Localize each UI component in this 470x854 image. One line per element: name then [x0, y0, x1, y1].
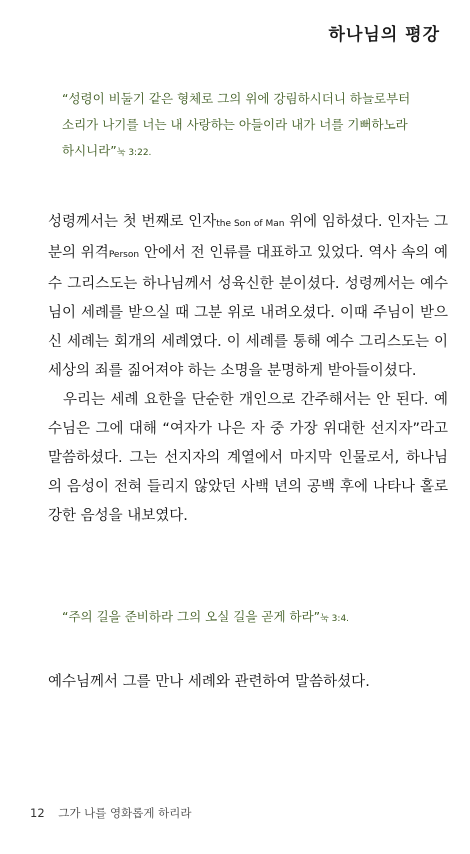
page-footer: [30, 805, 191, 821]
body-paragraph: [48, 208, 448, 386]
quote-line: 소리가 나기를 너는 내 사랑하는 아들이라 내가 너를 기뻐하노라: [62, 117, 408, 132]
scripture-quote-luke-3-22: [62, 86, 442, 166]
english-gloss: Person: [108, 250, 140, 260]
body-paragraphs-2: [48, 668, 448, 697]
running-head: 하나님의 평강: [328, 25, 440, 45]
paragraph-text: 역사 속의 예수 그리스도는 하나님께서 성육신한 분이셨다. 성령께서는 예수님이 세례를 받으실 때 그분 위로 내려오셨다. 이때 주님이 받으신 세례는 회개의 세례였다. 이 세례를 통해 예수 그리스도는 이 세상의 죄를 짊어져야 하는 소명을 분명하게 받아들이셨다.: [48, 245, 449, 379]
page-number: 12: [30, 806, 45, 820]
body-paragraphs: [48, 208, 448, 531]
paragraph-text: 안에서 전 인류를 대표하고 있었다.: [139, 245, 364, 261]
quote-line: [62, 138, 442, 166]
body-paragraph: 우리는 세례 요한을 단순한 개인으로 간주해서는 안 된다. 예수님은 그에 대해 “여자가 나은 자 중 가장 위대한 선지자”라고 말씀하셨다. 그는 선지자의 계열에서 마지막 인물로서, 하나님의 음성이 전혀 들리지 않았던 사백 년의 공백 후에 나타나 홀로 강한 음성을 내보였다.: [48, 392, 448, 524]
english-gloss: the Son of Man: [216, 219, 285, 229]
paragraph-text: 자는 그분의 위격: [48, 214, 448, 261]
quote-line: “성령이 비둘기 같은 형체로 그의 위에 강림하시더니 하늘로부터: [62, 91, 411, 106]
quote-text: “주의 길을 준비하라 그의 오실 길을 곧게 하라”: [62, 609, 321, 624]
body-paragraph: 예수님께서 그를 만나 세례와 관련하여 말씀하셨다.: [48, 674, 370, 690]
scripture-reference: 눅 3:22.: [116, 148, 152, 158]
paragraph-text: 위에 임하셨다. 인: [284, 214, 402, 230]
paragraph-text: 성령께서는 첫 번째로 인자: [48, 214, 217, 230]
scripture-quote-luke-3-4: [62, 604, 442, 632]
quote-line-text: 하시니라”: [62, 143, 117, 158]
book-title: 그가 나를 영화롭게 하리라: [58, 806, 192, 820]
scripture-reference: 눅 3:4.: [320, 614, 350, 624]
